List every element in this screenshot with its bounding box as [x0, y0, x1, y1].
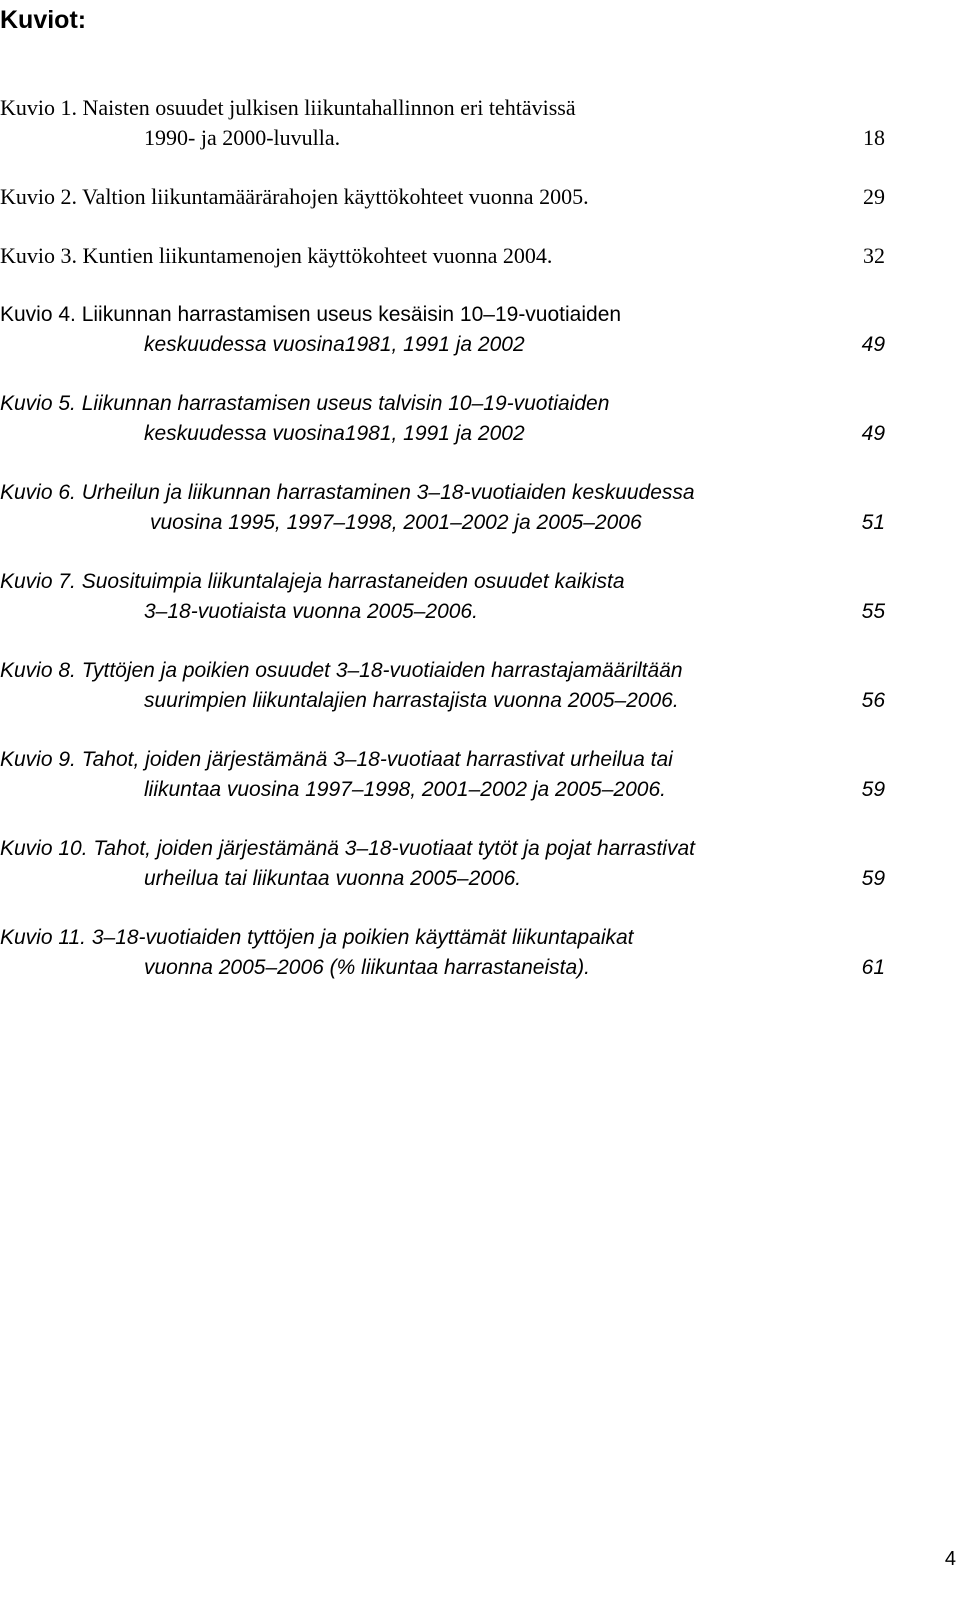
entry-title-cont: urheilua tai liikuntaa vuonna 2005–2006.	[144, 867, 522, 890]
entry-page-number: 18	[863, 125, 885, 150]
entry-title: Kuvio 7. Suosituimpia liikuntalajeja harrastaneiden osuudet kaikista	[0, 570, 625, 593]
entry-page-number: 59	[861, 867, 885, 890]
entry-title: Kuvio 10. Tahot, joiden järjestämänä 3–18-vuotiaat tytöt ja pojat harrastivat	[0, 837, 695, 860]
entry-page-number: 29	[863, 184, 885, 209]
entry-title-cont: vuonna 2005–2006 (% liikuntaa harrastaneista).	[144, 956, 590, 979]
entry-page-number: 61	[861, 956, 885, 979]
entry-title-cont: suurimpien liikuntalajien harrastajista vuonna 2005–2006.	[144, 689, 679, 712]
figure-entry-9	[0, 745, 885, 805]
figure-entry-11	[0, 923, 885, 983]
figure-entry-5	[0, 389, 885, 449]
figure-entry-10	[0, 834, 885, 894]
entry-title-cont: liikuntaa vuosina 1997–1998, 2001–2002 ja 2005–2006.	[144, 778, 666, 801]
entry-title: Kuvio 6. Urheilun ja liikunnan harrastaminen 3–18-vuotiaiden keskuudessa	[0, 481, 695, 504]
figure-entry-6	[0, 478, 885, 538]
entry-page-number: 49	[861, 333, 885, 356]
page-number: 4	[944, 1548, 956, 1570]
figure-entry-3	[0, 241, 885, 271]
figure-entry-1	[0, 93, 885, 153]
page-heading: Kuviot:	[0, 6, 87, 34]
figure-entry-4	[0, 300, 885, 360]
entry-page-number: 56	[861, 689, 885, 712]
entry-title-cont: keskuudessa vuosina1981, 1991 ja 2002	[144, 333, 525, 356]
entry-title-cont: 1990- ja 2000-luvulla.	[144, 125, 341, 150]
entry-page-number: 59	[861, 778, 885, 801]
entry-page-number: 55	[861, 600, 885, 623]
entry-title: Kuvio 9. Tahot, joiden järjestämänä 3–18-vuotiaat harrastivat urheilua tai	[0, 748, 673, 771]
figure-entry-8	[0, 656, 885, 716]
entry-title-cont: 3–18-vuotiaista vuonna 2005–2006.	[144, 600, 478, 623]
figure-list	[0, 93, 960, 1012]
entry-title: Kuvio 2. Valtion liikuntamäärärahojen käyttökohteet vuonna 2005.	[0, 184, 589, 209]
entry-page-number: 51	[861, 511, 885, 534]
entry-title: Kuvio 5. Liikunnan harrastamisen useus talvisin 10–19-vuotiaiden	[0, 392, 610, 415]
entry-page-number: 32	[863, 243, 885, 268]
figure-entry-7	[0, 567, 885, 627]
entry-title-cont: keskuudessa vuosina1981, 1991 ja 2002	[144, 422, 525, 445]
entry-title: Kuvio 4. Liikunnan harrastamisen useus kesäisin 10–19-vuotiaiden	[0, 303, 622, 326]
entry-title: Kuvio 8. Tyttöjen ja poikien osuudet 3–18-vuotiaiden harrastajamääriltään	[0, 659, 683, 682]
entry-page-number: 49	[861, 422, 885, 445]
entry-title: Kuvio 11. 3–18-vuotiaiden tyttöjen ja poikien käyttämät liikuntapaikat	[0, 926, 634, 949]
entry-title: Kuvio 3. Kuntien liikuntamenojen käyttökohteet vuonna 2004.	[0, 243, 553, 268]
entry-title: Kuvio 1. Naisten osuudet julkisen liikuntahallinnon eri tehtävissä	[0, 95, 576, 120]
entry-title-cont: vuosina 1995, 1997–1998, 2001–2002 ja 2005–2006	[150, 511, 642, 534]
figure-entry-2	[0, 182, 885, 212]
